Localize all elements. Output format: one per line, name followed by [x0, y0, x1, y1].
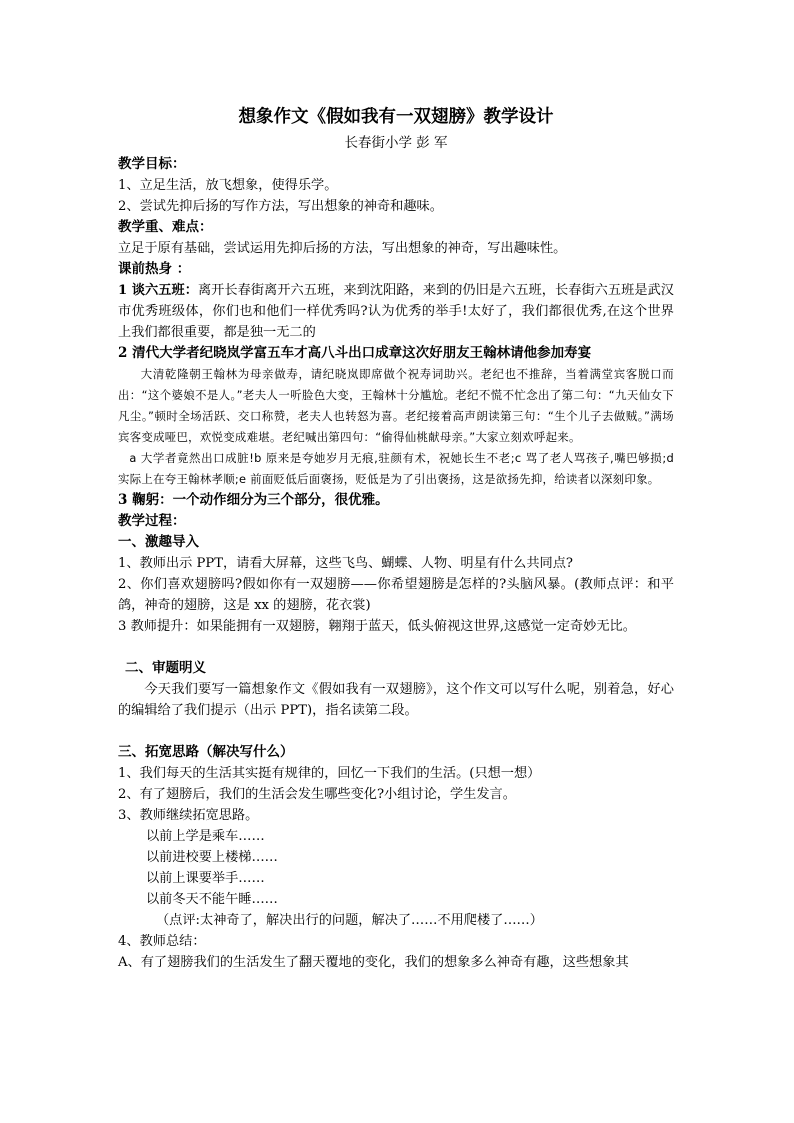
keypoints-text: 立足于原有基础，尝试运用先抑后扬的方法，写出想象的神奇，写出趣味性。	[118, 241, 567, 256]
process-step-3-item: 2、有了翅膀后，我们的生活会发生哪些变化?小组讨论，学生发言。	[118, 787, 516, 802]
warmup-item-1-title: 1 谈六五班：	[118, 283, 198, 298]
document-body	[118, 104, 674, 973]
spacer	[118, 721, 674, 742]
warmup-item-3: 3 鞠躬：一个动作细分为三个部分，很优雅。	[118, 492, 389, 508]
warmup-item-1	[118, 280, 674, 343]
sublist-item: 以前进校要上楼梯……	[146, 850, 278, 865]
process-step-2-text: 今天我们要写一篇想象作文《假如我有一双翅膀》，这个作文可以写什么呢，别着急，好心的编辑给了我们提示（出示 PPT)，指名读第二段。	[118, 682, 674, 718]
process-step-1-item: 2、你们喜欢翅膀吗?假如你有一双翅膀——你希望翅膀是怎样的?头脑风暴。(教师点评：和平鸽，神奇的翅膀，这是 xx 的翅膀，花衣裳)	[118, 577, 674, 613]
process-step-3-heading: 三、拓宽思路（解决写什么）	[118, 744, 294, 760]
summary-text: A、有了翅膀我们的生活发生了翻天覆地的变化，我们的想象多么神奇有趣，这些想象其	[118, 955, 629, 970]
warmup-item-1-text: 离开长春街离开六五班，来到沈阳路，来到的仍旧是六五班，长春街六五班是武汉市优秀班级体，你们也和他们一样优秀吗?认为优秀的举手!太好了，我们都很优秀,在这个世界上我们都很重要，都是独一无二的	[118, 283, 674, 340]
spacer	[118, 637, 674, 658]
sublist-item: 以前冬天不能午睡……	[146, 892, 278, 907]
process-step-1-heading: 一、激趣导入	[118, 534, 199, 550]
document-author: 长春街小学 彭 军	[344, 135, 448, 151]
story-paragraph: 大清乾隆朝王翰林为母亲做寿，请纪晓岚即席做个祝寿词助兴。老纪也不推辞，当着满堂宾客脱口而出：“这个婆娘不是人。”老夫人一听脸色大变，王翰林十分尴尬。老纪不慌不忙念出了第二句：“九天仙女下凡尘。”顿时全场活跃、交口称赞，老夫人也转怒为喜。老纪接着高声朗读第三句：“生个儿子去做贼。”满场宾客变成哑巴，欢悦变成难堪。老纪喊出第四句：“偷得仙桃献母亲。”大家立刻欢呼起来。	[118, 367, 674, 444]
process-step-1-item: 1、教师出示 PPT，请看大屏幕，这些飞鸟、蝴蝶、人物、明星有什么共同点?	[118, 556, 574, 571]
sublist-item: 以前上课要举手……	[146, 871, 265, 886]
warmup-item-2-title: 2 清代大学者纪晓岚学富五车才高八斗出口成章这次好朋友王翰林请他参加寿宴	[118, 345, 592, 361]
section-heading-goals: 教学目标：	[118, 156, 186, 172]
goal-item: 2、尝试先抑后扬的写作方法，写出想象的神奇和趣味。	[118, 199, 443, 214]
process-step-1-item: 3 教师提升：如果能拥有一双翅膀，翱翔于蓝天，低头俯视这世界,这感觉一定奇妙无比。	[118, 619, 636, 634]
process-step-3-item: 1、我们每天的生活其实挺有规律的，回忆一下我们的生活。(只想一想）	[118, 766, 541, 781]
process-step-2-heading: 二、审题明义	[125, 660, 206, 676]
goal-item: 1、立足生活，放飞想象，使得乐学。	[118, 178, 338, 193]
summary-heading: 4、教师总结：	[118, 934, 206, 949]
section-heading-keypoints: 教学重、难点：	[118, 219, 213, 235]
section-heading-process: 教学过程：	[118, 513, 186, 529]
teacher-comment: （点评:太神奇了，解决出行的问题，解决了……不用爬楼了……）	[156, 913, 543, 928]
story-analysis: a 大学者竟然出口成脏!b 原来是夸她岁月无痕,驻颜有术，祝她长生不老;c 骂了老人骂孩子,嘴巴够损;d 实际上在夸王翰林孝顺;e 前面贬低后面褒扬，贬低是为了引出褒扬，这是欲扬先抑，给读者以深刻印象。	[118, 451, 674, 486]
sublist-item: 以前上学是乘车……	[146, 829, 265, 844]
document-title: 想象作文《假如我有一双翅膀》教学设计	[238, 107, 554, 127]
process-step-3-item: 3、教师继续拓宽思路。	[118, 808, 259, 823]
section-heading-warmup: 课前热身 ：	[118, 261, 191, 277]
